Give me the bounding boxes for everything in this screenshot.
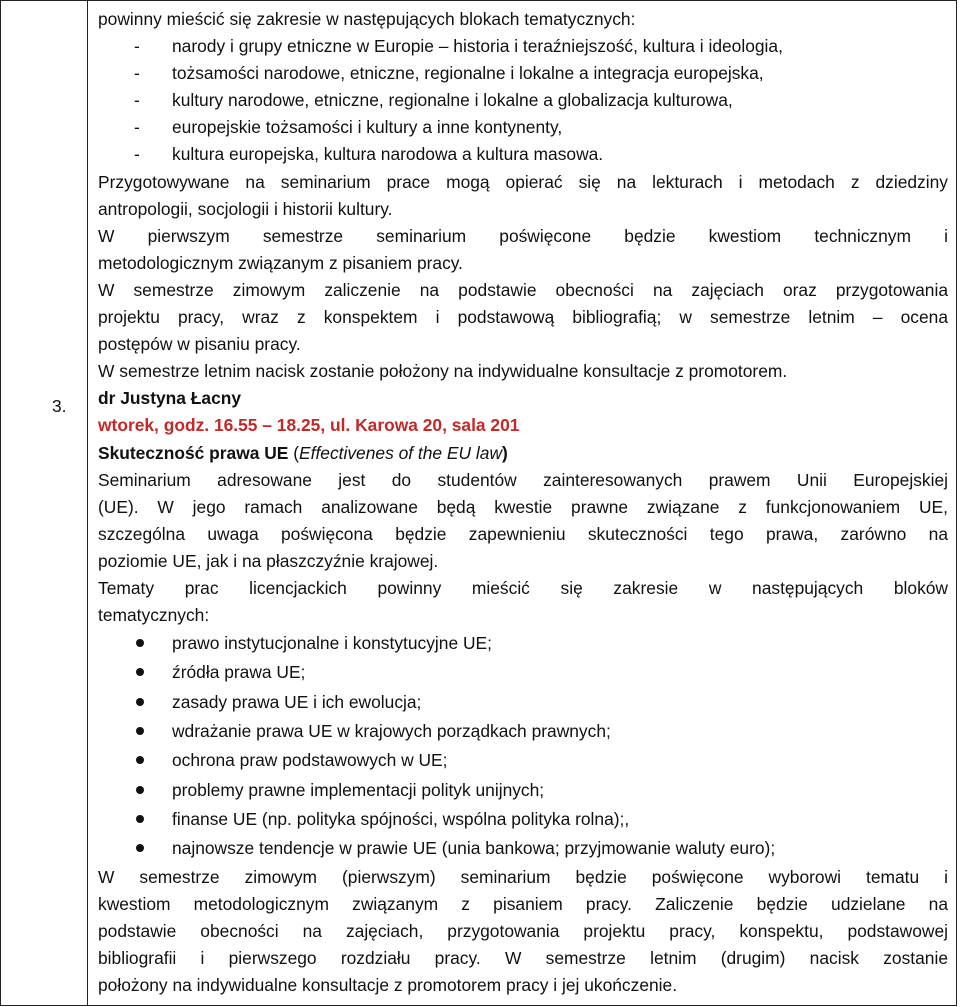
column-divider — [87, 1, 88, 1005]
list-item-text: europejskie tożsamości i kultury a inne kontynenty, — [172, 117, 563, 138]
bullet-icon — [136, 844, 144, 852]
list-item — [98, 60, 948, 87]
list-item-text: narody i grupy etniczne w Europie – historia i teraźniejszość, kultura i ideologia, — [172, 36, 783, 57]
dash-bullet: - — [134, 144, 140, 165]
bullet-icon — [136, 815, 144, 823]
list-item — [98, 33, 948, 60]
seminar-title — [98, 440, 948, 467]
dash-bullet: - — [134, 36, 140, 57]
title-paren-close: ) — [502, 442, 508, 463]
paragraph-line: Seminarium adresowane jest do studentów zainteresowanych prawem Unii Europejskiej — [98, 469, 948, 490]
bullet-icon — [136, 639, 144, 647]
paragraph-line: podstawie obecności na zajęciach, przygotowania projektu pracy, konspektu, podstawowej — [98, 920, 948, 941]
list-item-text: tożsamości narodowe, etniczne, regionalne i lokalne a integracja europejska, — [172, 63, 764, 84]
list-item — [98, 629, 948, 658]
paragraph-line: kwestiom metodologicznym związanym z pisaniem pracy. Zaliczenie będzie udzielane na — [98, 893, 948, 914]
list-item-text: kultura europejska, kultura narodowa a kultura masowa. — [172, 144, 604, 165]
paragraph-line: położony na indywidualne konsultacje z promotorem pracy i jej ukończenie. — [98, 974, 678, 995]
dash-bullet: - — [134, 63, 140, 84]
title-paren-open: ( — [288, 442, 300, 463]
bullet-icon — [136, 756, 144, 764]
bullet-icon — [136, 698, 144, 706]
paragraph-line: tematycznych: — [98, 605, 210, 626]
paragraph-line: W semestrze zimowym (pierwszym) seminarium będzie poświęcone wyborowi tematu i — [98, 866, 948, 887]
list-item — [98, 746, 948, 775]
title-polish: Skuteczność prawa UE — [98, 442, 289, 463]
dash-bullet: - — [134, 90, 140, 111]
dash-bullet: - — [134, 117, 140, 138]
paragraph-line: (UE). W jego ramach analizowane będą kwestie prawne związane z funkcjonowaniem UE, — [98, 496, 948, 517]
list-item — [98, 688, 948, 717]
paragraph-line: W pierwszym semestrze seminarium poświęcone będzie kwestiom technicznym i — [98, 225, 948, 246]
paragraph-line: projektu pracy, wraz z konspektem i podstawową bibliografią; w semestrze letnim – ocena — [98, 307, 948, 328]
list-item — [98, 834, 948, 863]
paragraph-line: metodologicznym związanym z pisaniem pracy. — [98, 252, 464, 273]
paragraph-line: Przygotowywane na seminarium prace mogą opierać się na lekturach i metodach z dziedziny — [98, 171, 948, 192]
paragraph-line: szczególna uwaga poświęcona będzie zapewnieniu skuteczności tego prawa, zarówno na — [98, 523, 948, 544]
list-item-text: prawo instytucjonalne i konstytucyjne UE; — [172, 633, 492, 654]
bullet-icon — [136, 668, 144, 676]
table-content — [98, 6, 948, 999]
paragraph-line: W semestrze zimowym zaliczenie na podstawie obecności na zajęciach oraz przygotowania — [98, 279, 948, 300]
list-item — [98, 141, 948, 168]
list-item — [98, 717, 948, 746]
list-item-text: wdrażanie prawa UE w krajowych porządkach prawnych; — [172, 721, 611, 742]
list-item — [98, 87, 948, 114]
list-item-text: problemy prawne implementacji polityk unijnych; — [172, 779, 545, 800]
paragraph-line: Tematy prac licencjackich powinny mieścić się zakresie w następujących bloków — [98, 577, 948, 598]
paragraph-line: bibliografii i pierwszego rozdziału pracy. W semestrze letnim (drugim) nacisk zostanie — [98, 947, 948, 968]
intro-text: powinny mieścić się zakresie w następujących blokach tematycznych: — [98, 9, 636, 29]
list-item-text: finanse UE (np. polityka spójności, wspólna polityka rolna);, — [172, 808, 630, 829]
title-english: Effectivenes of the EU law — [299, 442, 503, 463]
list-item-text: najnowsze tendencje w prawie UE (unia bankowa; przyjmowanie waluty euro); — [172, 838, 776, 859]
list-item — [98, 776, 948, 805]
list-item — [98, 805, 948, 834]
list-item — [98, 658, 948, 687]
instructor-name: dr Justyna Łacny — [98, 388, 242, 409]
list-item-text: zasady prawa UE i ich ewolucja; — [172, 691, 422, 712]
list-item-text: kultury narodowe, etniczne, regionalne i lokalne a globalizacja kulturowa, — [172, 90, 733, 111]
paragraph-line: antropologii, socjologii i historii kultury. — [98, 198, 393, 219]
paragraph-line: poziomie UE, jak i na płaszczyźnie krajowej. — [98, 550, 439, 571]
paragraph-line: postępów w pisaniu pracy. — [98, 334, 301, 355]
bullet-icon — [136, 727, 144, 735]
row-number: 3. — [52, 396, 67, 416]
list-item — [98, 114, 948, 141]
list-item-text: ochrona praw podstawowych w UE; — [172, 750, 448, 771]
paragraph-line: W semestrze letnim nacisk zostanie położony na indywidualne konsultacje z promotorem. — [98, 361, 788, 382]
list-item-text: źródła prawa UE; — [172, 662, 306, 683]
bullet-icon — [136, 786, 144, 794]
schedule-info: wtorek, godz. 16.55 – 18.25, ul. Karowa 20, sala 201 — [98, 415, 520, 436]
